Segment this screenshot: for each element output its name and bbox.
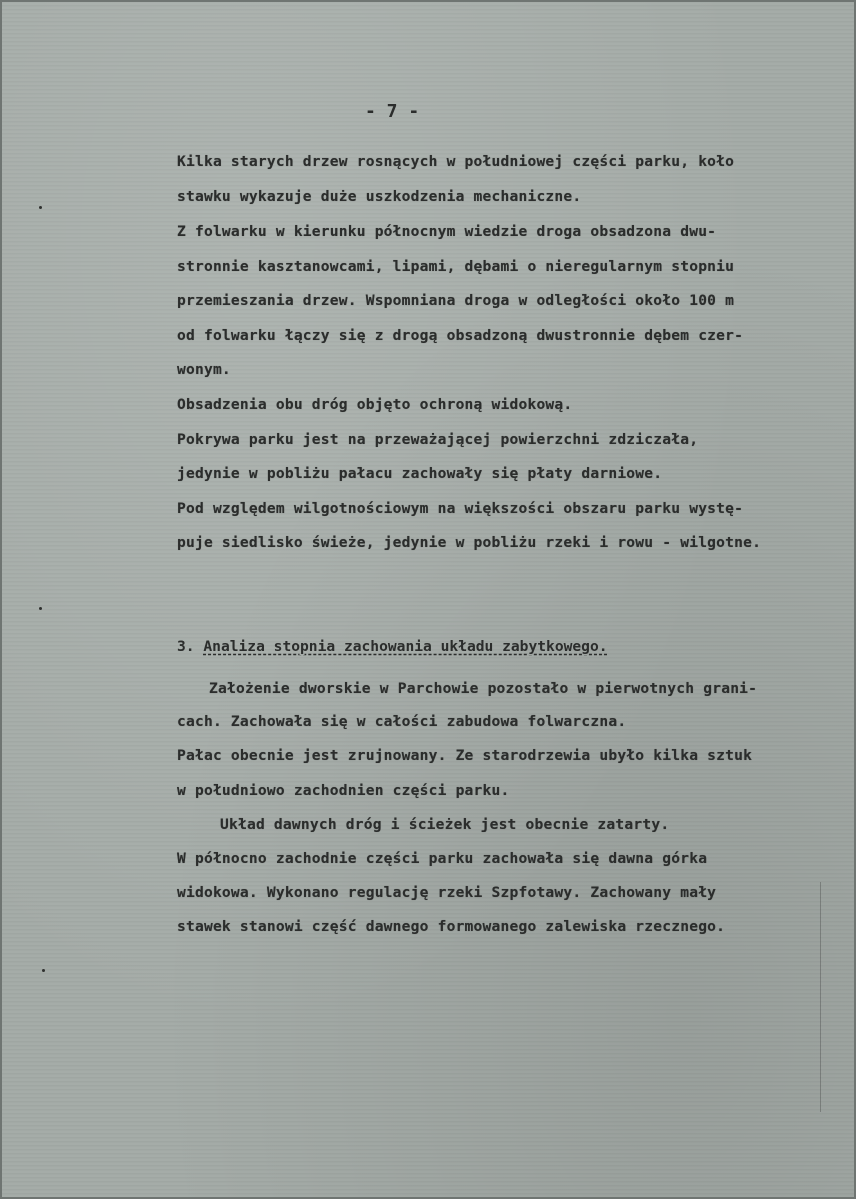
text-line: widokowa. Wykonano regulację rzeki Szpfotawy. Zachowany mały [177,884,717,901]
margin-mark [42,969,45,972]
text-line: stronnie kasztanowcami, lipami, dębami o nieregularnym stopniu [177,258,735,275]
text-line: cach. Zachowała się w całości zabudowa folwarczna. [177,713,627,730]
section-title: Analiza stopnia zachowania układu zabytkowego. [203,638,608,655]
text-line: Obsadzenia obu dróg objęto ochroną widokową. [177,396,573,413]
margin-mark [39,607,42,610]
section-heading [177,638,608,655]
text-line: Pałac obecnie jest zrujnowany. Ze starodrzewia ubyło kilka sztuk [177,747,753,764]
text-line: Pokrywa parku jest na przeważającej powierzchni zdziczała, [177,431,699,448]
paper-fold-line [820,882,821,1112]
text-line: Pod względem wilgotnościowym na większości obszaru parku wystę- [177,500,744,517]
text-line: stawek stanowi część dawnego formowanego zalewiska rzecznego. [177,918,726,935]
section-number: 3. [177,638,195,655]
text-line: Z folwarku w kierunku północnym wiedzie droga obsadzona dwu- [177,223,717,240]
page-number: - 7 - [365,101,420,122]
margin-mark [39,206,42,209]
text-line: wonym. [177,361,231,378]
text-line: jedynie w pobliżu pałacu zachowały się płaty darniowe. [177,465,663,482]
text-line: puje siedlisko świeże, jedynie w pobliżu rzeki i rowu - wilgotne. [177,534,762,551]
text-line: od folwarku łączy się z drogą obsadzoną dwustronnie dębem czer- [177,327,744,344]
text-line: Układ dawnych dróg i ścieżek jest obecnie zatarty. [220,816,670,833]
text-line: Założenie dworskie w Parchowie pozostało w pierwotnych grani- [209,680,758,697]
text-line: w południowo zachodnien części parku. [177,782,510,799]
text-line: przemieszania drzew. Wspomniana droga w odległości około 100 m [177,292,735,309]
text-line: Kilka starych drzew rosnących w południowej części parku, koło [177,153,735,170]
text-line: stawku wykazuje duże uszkodzenia mechaniczne. [177,188,582,205]
text-line: W północno zachodnie części parku zachowała się dawna górka [177,850,708,867]
